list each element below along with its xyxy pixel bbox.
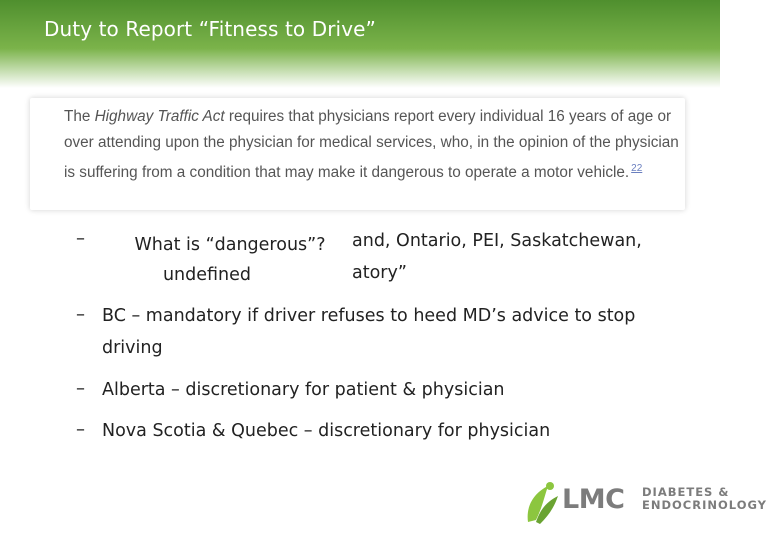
bullet-partial-line1: and, Ontario, PEI, Saskatchewan, [352, 231, 642, 251]
title-bar [0, 0, 720, 88]
logo-sub-line1: DIABETES & [642, 485, 730, 499]
slide-title: Duty to Report “Fitness to Drive” [44, 17, 376, 41]
bullet-dash: – [76, 304, 85, 325]
logo-subtext [642, 486, 767, 512]
bullet-dash: – [76, 228, 85, 249]
bullet-alberta: Alberta – discretionary for patient & physician [102, 380, 505, 400]
callout-line2: undefined [162, 265, 252, 285]
quote-box [30, 98, 685, 210]
quote-text [64, 104, 684, 185]
logo-lmc-text: LMC [562, 484, 625, 515]
logo-sub-line2: ENDOCRINOLOGY [642, 498, 767, 512]
quote-intro: The [64, 108, 95, 125]
act-name: Highway Traffic Act [94, 108, 225, 125]
callout-box [108, 230, 352, 290]
callout-line1: What is “dangerous”? [134, 235, 326, 255]
footnote-ref[interactable]: 22 [631, 162, 643, 174]
bullet-bc: BC – mandatory if driver refuses to heed MD’s advice to stop driving [102, 306, 636, 358]
lmc-logo [522, 478, 767, 528]
bullet-dash: – [76, 419, 85, 440]
quote-body: requires that physicians report every individual 16 years of age or over attending upon the physician for medical services, who, in the opinion of the physician is suffering from a condition that may make it dangerous to operate a motor vehicle. [64, 108, 679, 181]
bullet-partial-line2: atory” [352, 263, 407, 283]
lmc-leaf-icon [522, 478, 562, 528]
bullet-nova-scotia: Nova Scotia & Quebec – discretionary for physician [102, 421, 551, 441]
bullet-dash: – [76, 378, 85, 399]
